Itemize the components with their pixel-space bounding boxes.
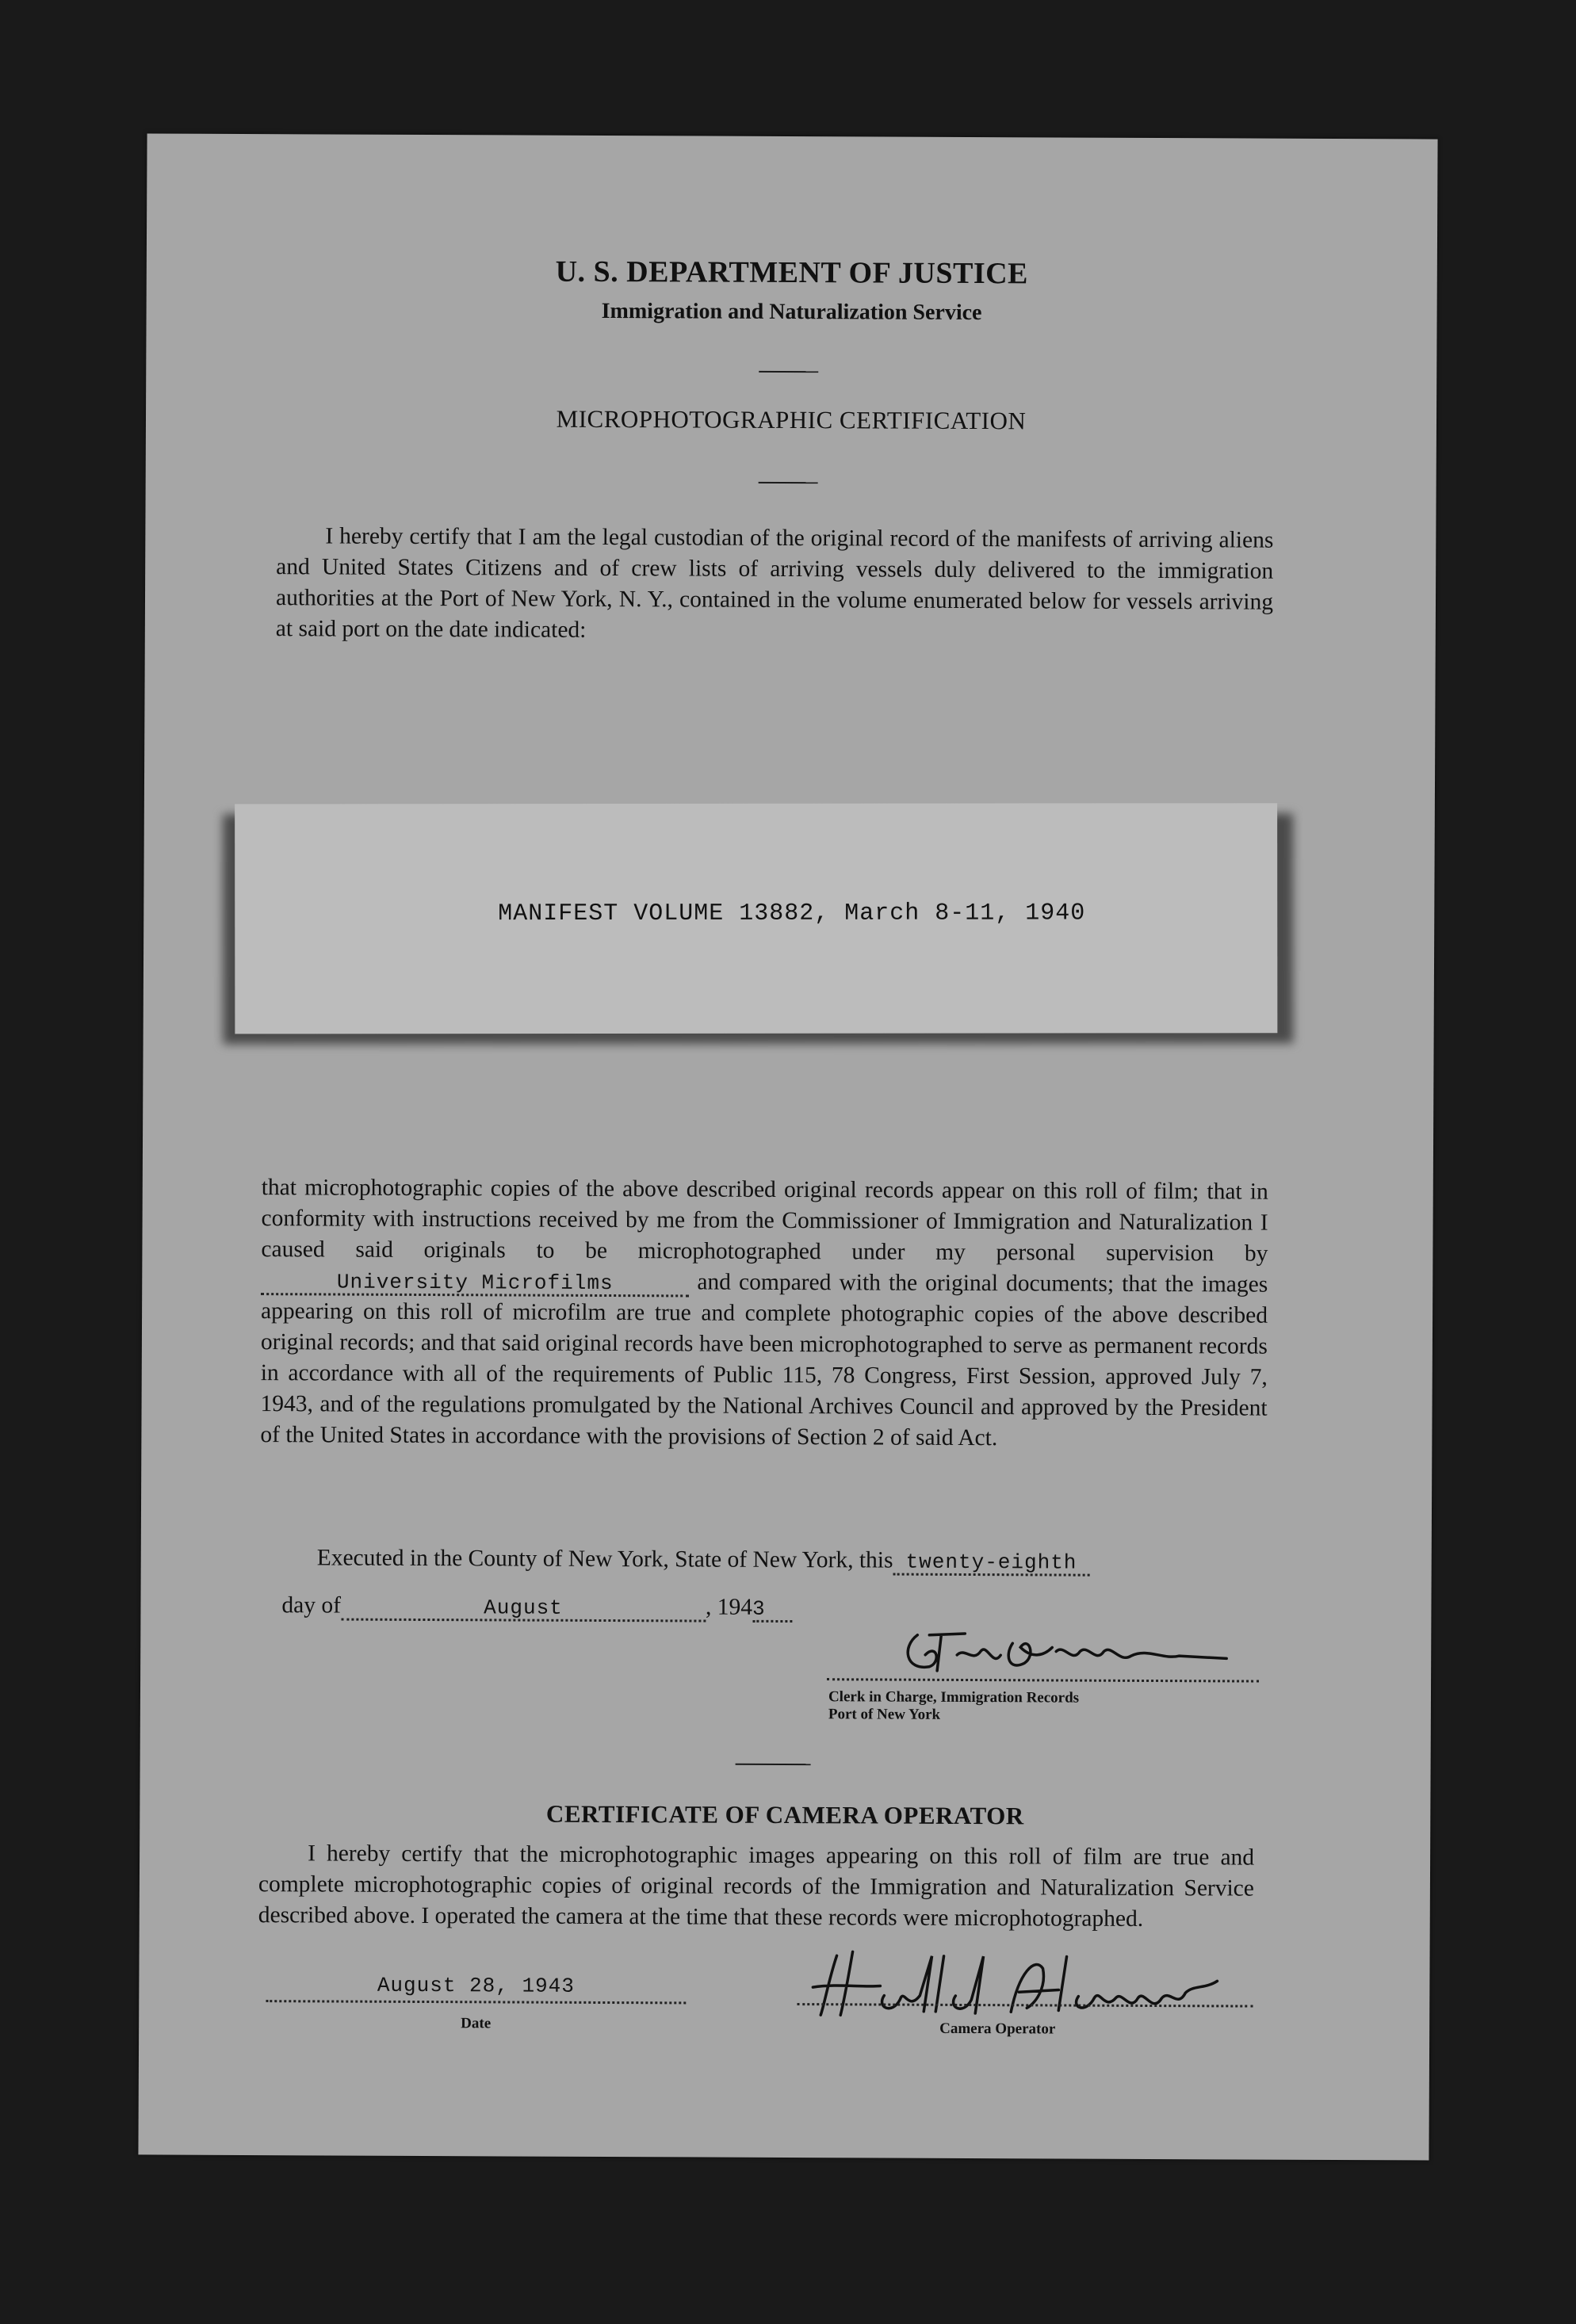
day-of-label: day of: [281, 1592, 342, 1619]
divider-1: [759, 371, 818, 373]
manifest-volume-text: MANIFEST VOLUME 13882, March 8-11, 1940: [498, 900, 1086, 928]
execution-month-field: August: [341, 1596, 706, 1623]
day-of-line: [281, 1592, 792, 1623]
copies-paragraph: [260, 1172, 1268, 1455]
year-digit-field: 3: [752, 1598, 792, 1623]
year-prefix: , 194: [705, 1594, 753, 1620]
divider-3: [736, 1764, 811, 1765]
clerk-title-line1: Clerk in Charge, Immigration Records: [828, 1688, 1080, 1707]
copies-text-before: that microphotographic copies of the above described original records appear on this roll of film; that in conformity with instructions received by me from the Commissioner of Immigration and Naturalization I caused said originals to be microphotographed under my personal supervision by: [261, 1175, 1268, 1267]
camera-date-field: August 28, 1943: [266, 1973, 686, 2004]
certificate-page: [138, 133, 1437, 2160]
filmed-by-field: University Microfilms: [261, 1271, 689, 1297]
copies-text-after: and compared with the original documents; that the images appearing on this roll of microfilm are true and complete photographic copies of the above described original records; and that said original records have been microphotographed to serve as permanent records in accordance with all of the requirements of Public 115, 78 Congress, First Session, approved July 7, 1943, and of the regulations promulgated by the National Archives Council and approved by the President of the United States in accordance with the provisions of Section 2 of said Act.: [260, 1269, 1268, 1451]
clerk-signature: [893, 1611, 1242, 1684]
camera-operator-label: Camera Operator: [939, 2020, 1056, 2038]
custodian-paragraph: I hereby certify that I am the legal custodian of the original record of the manifests of arriving aliens and United States Citizens and of crew lists of arriving vessels duly delivered to the immigration authorities at the Port of New York, N. Y., contained in the volume enumerated below for vessels arriving at said port on the date indicated:: [275, 523, 1274, 643]
clerk-title-line2: Port of New York: [828, 1706, 941, 1723]
service-subtitle: Immigration and Naturalization Service: [601, 298, 982, 326]
operator-signature: [805, 1940, 1249, 2028]
execution-day-field: twenty-eighth: [893, 1551, 1089, 1577]
camera-paragraph: I hereby certify that the microphotographic images appearing on this roll of film are true and complete microphotographic copies of original records of the Immigration and Naturalization Service described above. I operated the camera at the time that these records were microphotographed.: [258, 1840, 1255, 1932]
department-title: U. S. DEPARTMENT OF JUSTICE: [555, 254, 1029, 291]
camera-certificate-title: CERTIFICATE OF CAMERA OPERATOR: [545, 1799, 1024, 1830]
manifest-slip: [235, 803, 1277, 1034]
clerk-title: [828, 1688, 1079, 1724]
date-label: Date: [461, 2015, 492, 2032]
certification-title: MICROPHOTOGRAPHIC CERTIFICATION: [556, 404, 1027, 435]
execution-prefix: Executed in the County of New York, State of New York, this: [316, 1545, 893, 1573]
divider-2: [759, 482, 818, 484]
execution-line: [317, 1545, 1090, 1576]
